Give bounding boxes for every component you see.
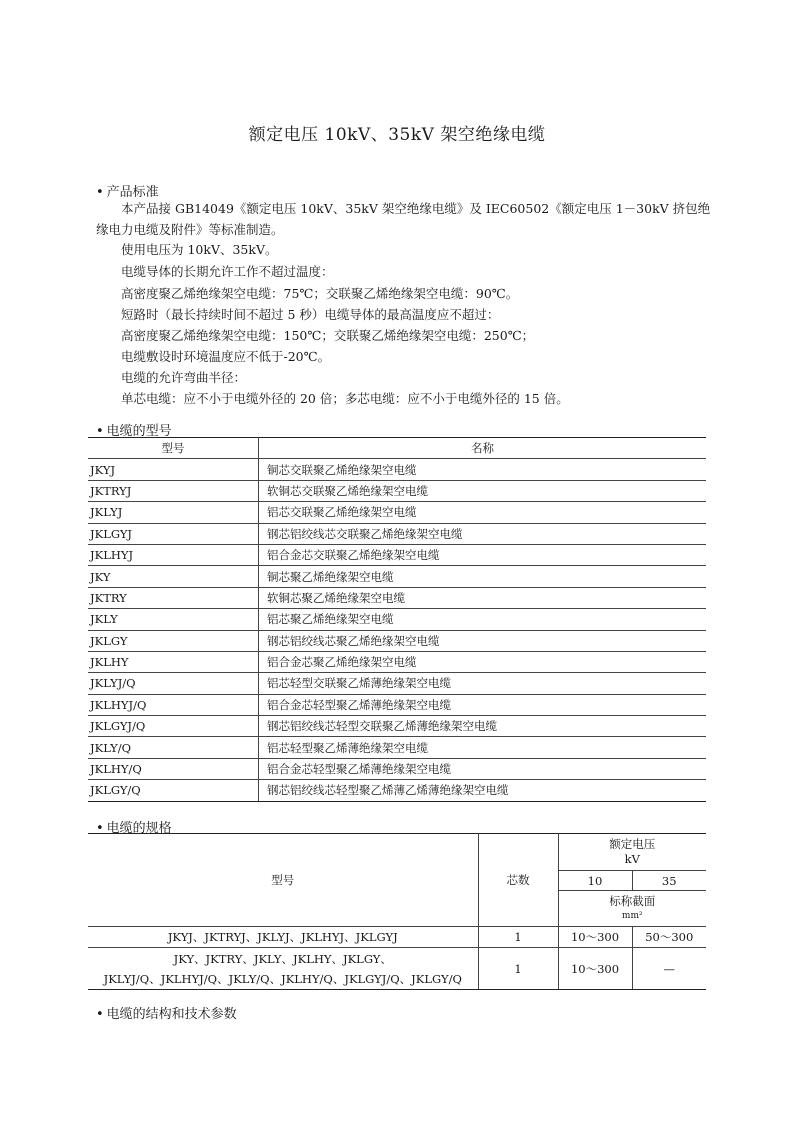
model-name-cell: 钢芯铝绞线芯聚乙烯绝缘架空电缆 (259, 630, 707, 651)
table-row (88, 694, 706, 715)
column-header: 10 (558, 871, 632, 891)
model-code-cell: JKLGY/Q (88, 780, 259, 801)
paragraph: 单芯电缆：应不小于电缆外径的 20 倍；多芯电缆：应不小于电缆外径的 15 倍。 (121, 391, 569, 406)
table-row (88, 459, 706, 480)
table-row (88, 630, 706, 651)
model-name-cell: 钢芯铝绞线芯轻型交联聚乙烯薄绝缘架空电缆 (259, 716, 707, 737)
table-header-row (88, 438, 706, 459)
model-name-cell: 铝合金芯轻型聚乙烯薄绝缘架空电缆 (259, 694, 707, 715)
table-cell: 10～300 (558, 927, 632, 948)
table-row (88, 758, 706, 779)
section-heading-structure: • 电缆的结构和技术参数 (96, 1007, 237, 1022)
table-row (88, 523, 706, 544)
table-row (88, 480, 706, 501)
table-cell: 10～300 (558, 948, 632, 990)
model-code-cell: JKLYJ/Q (88, 673, 259, 694)
table-cell: — (632, 948, 706, 990)
model-name-cell: 铜芯交联聚乙烯绝缘架空电缆 (259, 459, 707, 480)
column-header: 型号 (88, 438, 259, 459)
model-code-cell: JKLGY (88, 630, 259, 651)
paragraph: 本产品接 GB14049《额定电压 10kV、35kV 架空绝缘电缆》及 IEC60502《额定电压 1－30kV 挤包绝缘电力电缆及附件》等标准制造。 (96, 201, 711, 237)
model-code-cell: JKYJ (88, 459, 259, 480)
table-row (88, 502, 706, 523)
model-name-cell: 软铜芯交联聚乙烯绝缘架空电缆 (259, 480, 707, 501)
section-heading-standards: • 产品标准 (96, 185, 159, 200)
model-name-cell: 软铜芯聚乙烯绝缘架空电缆 (259, 587, 707, 608)
table-row (88, 737, 706, 758)
table-cell: 50～300 (632, 927, 706, 948)
table-cell: 1 (478, 927, 558, 948)
section-heading-models: • 电缆的型号 (96, 424, 172, 439)
model-table-body (88, 459, 706, 801)
table-row (88, 673, 706, 694)
document-title: 额定电压 10kV、35kV 架空绝缘电缆 (248, 125, 546, 145)
table-cell: 1 (478, 948, 558, 990)
model-code-cell: JKLGYJ/Q (88, 716, 259, 737)
model-code-cell: JKLHYJ (88, 544, 259, 565)
model-name-cell: 钢芯铝绞线芯交联聚乙烯绝缘架空电缆 (259, 523, 707, 544)
model-name-cell: 铝合金芯轻型聚乙烯薄绝缘架空电缆 (259, 758, 707, 779)
model-code-cell: JKLY (88, 609, 259, 630)
model-name-cell: 铝芯聚乙烯绝缘架空电缆 (259, 609, 707, 630)
bullet-icon: • (96, 185, 104, 200)
model-name-cell: 铝芯轻型聚乙烯薄绝缘架空电缆 (259, 737, 707, 758)
column-header: 型号 (88, 834, 478, 927)
table-cell: JKY、JKTRY、JKLY、JKLHY、JKLGY、 JKLYJ/Q、JKLHYJ/Q、JKLY/Q、JKLHY/Q、JKLGYJ/Q、JKLGY/Q (88, 948, 478, 990)
model-code-cell: JKLY/Q (88, 737, 259, 758)
table-row (88, 587, 706, 608)
model-code-cell: JKLHY (88, 651, 259, 672)
model-code-cell: JKTRYJ (88, 480, 259, 501)
table-row (88, 927, 706, 948)
model-code-cell: JKY (88, 566, 259, 587)
table-row (88, 544, 706, 565)
model-code-cell: JKLGYJ (88, 523, 259, 544)
model-code-cell: JKLHYJ/Q (88, 694, 259, 715)
column-header: 名称 (259, 438, 707, 459)
paragraph: 短路时（最长持续时间不超过 5 秒）电缆导体的最高温度应不超过： (121, 307, 500, 322)
table-row (88, 948, 706, 990)
column-header: 芯数 (478, 834, 558, 927)
section-heading-specs: • 电缆的规格 (96, 821, 172, 836)
column-header: 35 (632, 871, 706, 891)
model-table (88, 437, 706, 802)
paragraph: 电缆导体的长期允许工作不超过温度： (121, 264, 334, 279)
table-row (88, 609, 706, 630)
model-code-cell: JKLYJ (88, 502, 259, 523)
paragraph: 电缆敷设时环境温度应不低于-20℃。 (121, 349, 331, 364)
model-code-cell: JKTRY (88, 587, 259, 608)
table-row (88, 780, 706, 801)
spec-table (88, 833, 706, 990)
paragraph: 电缆的允许弯曲半径： (121, 370, 247, 385)
bullet-icon: • (96, 1007, 104, 1022)
voltage-header: 额定电压 kV (558, 834, 706, 871)
table-row (88, 651, 706, 672)
model-name-cell: 铝芯轻型交联聚乙烯薄绝缘架空电缆 (259, 673, 707, 694)
paragraph: 使用电压为 10kV、35kV。 (121, 242, 278, 257)
table-header-row (88, 834, 706, 871)
table-row (88, 716, 706, 737)
paragraph: 高密度聚乙烯绝缘架空电缆：75℃；交联聚乙烯绝缘架空电缆：90℃。 (121, 286, 519, 301)
bullet-icon: • (96, 424, 104, 439)
table-row (88, 566, 706, 587)
model-code-cell: JKLHY/Q (88, 758, 259, 779)
section-size-header: 标称截面 mm² (558, 891, 706, 927)
table-cell: JKYJ、JKTRYJ、JKLYJ、JKLHYJ、JKLGYJ (88, 927, 478, 948)
model-name-cell: 铝合金芯聚乙烯绝缘架空电缆 (259, 651, 707, 672)
model-name-cell: 铝合金芯交联聚乙烯绝缘架空电缆 (259, 544, 707, 565)
paragraph: 高密度聚乙烯绝缘架空电缆：150℃；交联聚乙烯绝缘架空电缆：250℃； (121, 328, 535, 343)
model-name-cell: 钢芯铝绞线芯轻型聚乙烯薄乙烯薄绝缘架空电缆 (259, 780, 707, 801)
model-name-cell: 铜芯聚乙烯绝缘架空电缆 (259, 566, 707, 587)
model-name-cell: 铝芯交联聚乙烯绝缘架空电缆 (259, 502, 707, 523)
bullet-icon: • (96, 821, 104, 836)
